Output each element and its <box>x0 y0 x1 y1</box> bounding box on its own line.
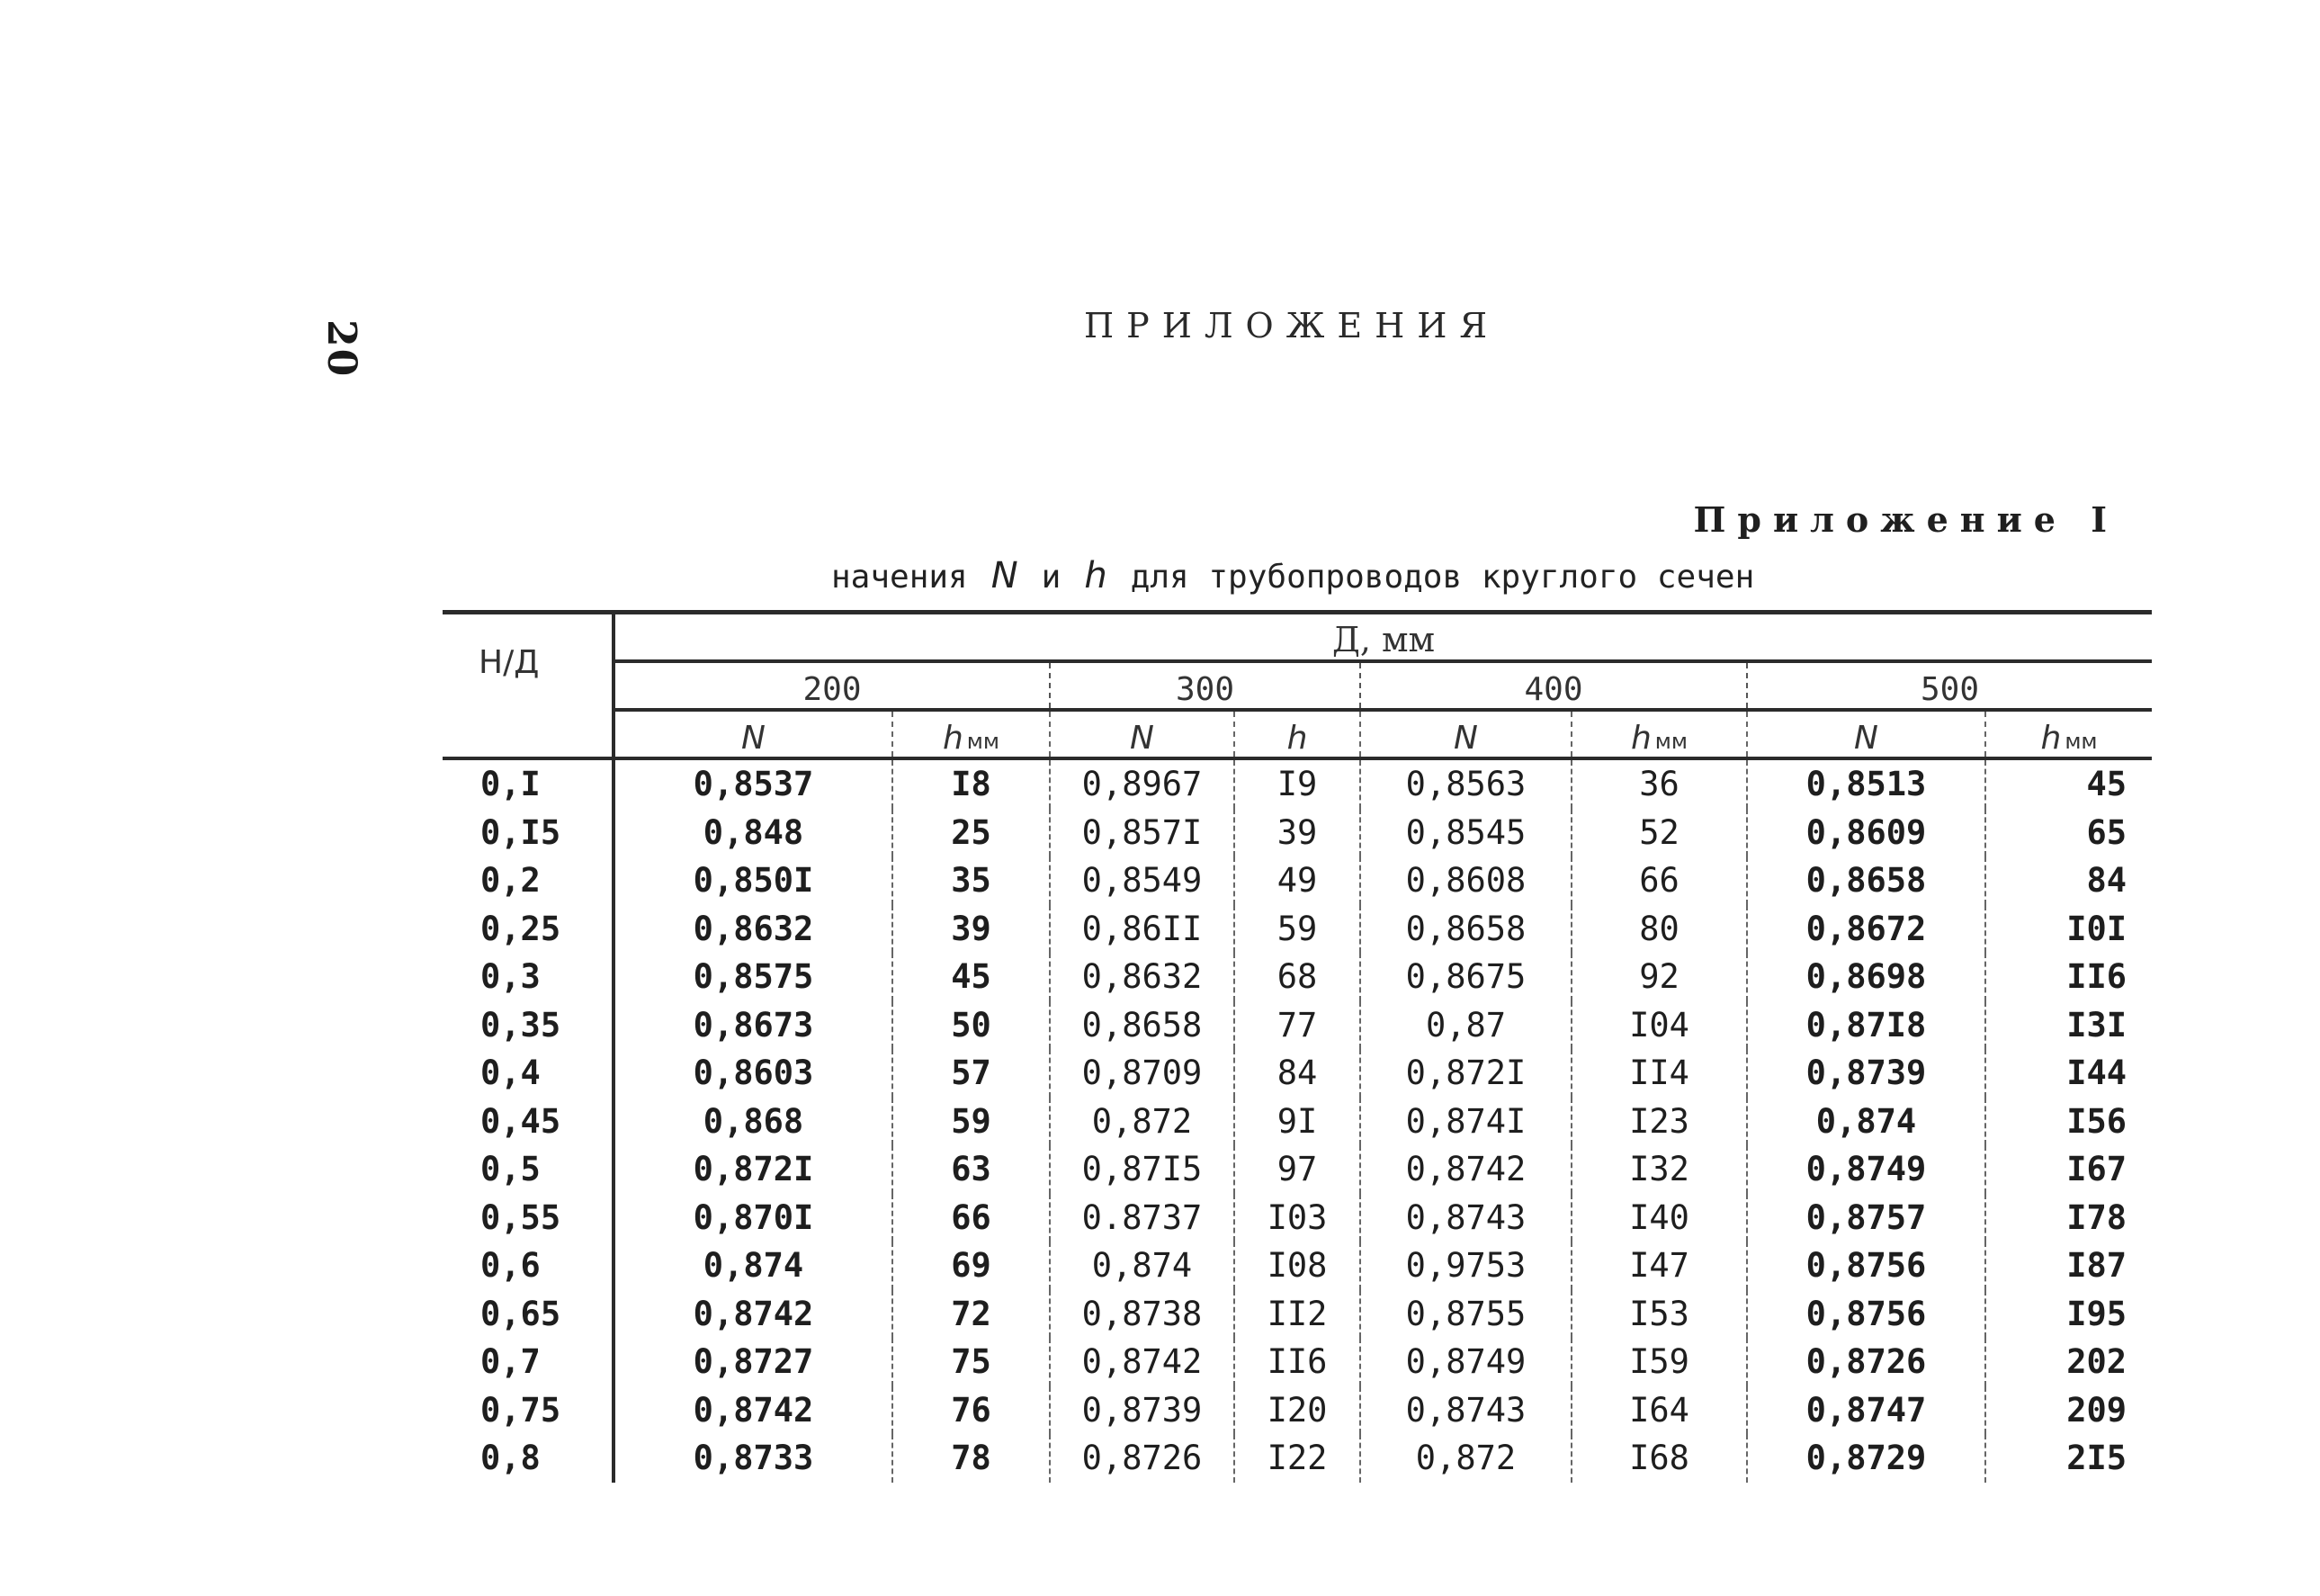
h-400-cell: 66 <box>1572 856 1747 905</box>
ratio-cell: 0,5 <box>443 1145 614 1194</box>
h-300-cell: 9I <box>1234 1098 1360 1146</box>
table-row <box>443 1434 2152 1483</box>
h-200-cell: I8 <box>892 758 1050 809</box>
h-300-cell: I20 <box>1234 1386 1360 1435</box>
h-300-cell: I22 <box>1234 1434 1360 1483</box>
h-400-cell: I68 <box>1572 1434 1747 1483</box>
n-300-subheader: N <box>1050 710 1234 758</box>
table-row <box>443 1386 2152 1435</box>
diameter-header: Д, мм <box>614 613 2152 662</box>
h-200-cell: 39 <box>892 905 1050 954</box>
diameter-300-header: 300 <box>1050 661 1360 710</box>
h-200-cell: 75 <box>892 1338 1050 1386</box>
h-500-cell: I67 <box>1985 1145 2152 1194</box>
diameter-200-header: 200 <box>614 661 1050 710</box>
n-200-cell: 0,8727 <box>693 1342 814 1382</box>
n-300-cell: 0,8709 <box>1050 1049 1234 1098</box>
h-500-unit: мм <box>2065 729 2098 754</box>
n-400-subheader: N <box>1360 710 1572 758</box>
n-400-cell: 0,8743 <box>1360 1194 1572 1242</box>
h-400-cell: I23 <box>1572 1098 1747 1146</box>
n-300-cell: 0,86II <box>1050 905 1234 954</box>
h-200-unit: мм <box>966 729 1000 754</box>
n-300-cell: 0,857I <box>1050 809 1234 857</box>
h-400-cell: I32 <box>1572 1145 1747 1194</box>
table-row <box>443 1145 2152 1194</box>
n-200-cell: 0,8673 <box>693 1005 814 1045</box>
n-200-cell: 0,874 <box>703 1246 804 1286</box>
n-500-cell: 0,8756 <box>1747 1242 1985 1290</box>
ratio-cell: 0,25 <box>443 905 614 954</box>
h-300-cell: 77 <box>1234 1001 1360 1050</box>
n-200-cell: 0,8575 <box>693 957 814 997</box>
h-200-cell: 57 <box>892 1049 1050 1098</box>
caption-symbol-h: h <box>1084 555 1107 596</box>
h-500-cell: I3I <box>1985 1001 2152 1050</box>
n-500-cell: 0,8756 <box>1747 1290 1985 1339</box>
ratio-cell: 0,65 <box>443 1290 614 1339</box>
ratio-cell: 0,I5 <box>443 809 614 857</box>
n-200-cell: 0,8733 <box>693 1439 814 1478</box>
n-200-cell: 0,8742 <box>693 1390 814 1430</box>
n-400-cell: 0,8608 <box>1360 856 1572 905</box>
n-300-cell: 0,8739 <box>1050 1386 1234 1435</box>
caption-conjunction: и <box>1041 559 1061 596</box>
n-200-cell: 0,8537 <box>693 765 814 804</box>
n-400-cell: 0,8675 <box>1360 953 1572 1001</box>
table-row <box>443 809 2152 857</box>
n-400-cell: 0,87 <box>1360 1001 1572 1050</box>
h-500-cell: II6 <box>1985 953 2152 1001</box>
h-400-subheader <box>1572 710 1747 758</box>
h-200-cell: 63 <box>892 1145 1050 1194</box>
table-caption <box>831 555 1754 596</box>
n-400-cell: 0,8563 <box>1360 758 1572 809</box>
n-300-cell: 0,8967 <box>1050 758 1234 809</box>
h-400-cell: II4 <box>1572 1049 1747 1098</box>
ratio-cell: 0,55 <box>443 1194 614 1242</box>
table-row <box>443 1049 2152 1098</box>
table-row <box>443 1001 2152 1050</box>
n-500-cell: 0,8726 <box>1747 1338 1985 1386</box>
h-400-cell: 92 <box>1572 953 1747 1001</box>
n-300-cell: 0,8632 <box>1050 953 1234 1001</box>
h-500-cell: 65 <box>1985 809 2152 857</box>
h-500-cell: I0I <box>1985 905 2152 954</box>
h-200-subheader <box>892 710 1050 758</box>
n-500-cell: 0,8749 <box>1747 1145 1985 1194</box>
n-400-cell: 0,872I <box>1360 1049 1572 1098</box>
n-400-cell: 0,9753 <box>1360 1242 1572 1290</box>
table-row <box>443 1338 2152 1386</box>
h-400-cell: 80 <box>1572 905 1747 954</box>
caption-suffix: для трубопроводов круглого сечен <box>1130 559 1755 596</box>
table-row <box>443 953 2152 1001</box>
n-400-cell: 0,8742 <box>1360 1145 1572 1194</box>
n-400-cell: 0,8545 <box>1360 809 1572 857</box>
n-400-cell: 0,8658 <box>1360 905 1572 954</box>
h-500-cell: 2I5 <box>1985 1434 2152 1483</box>
h-200-cell: 72 <box>892 1290 1050 1339</box>
h-300-cell: 84 <box>1234 1049 1360 1098</box>
ratio-cell: 0,35 <box>443 1001 614 1050</box>
n-500-cell: 0,8609 <box>1747 809 1985 857</box>
h-500-cell: 202 <box>1985 1338 2152 1386</box>
h-300-cell: I03 <box>1234 1194 1360 1242</box>
n-400-cell: 0,8743 <box>1360 1386 1572 1435</box>
h-500-cell: 45 <box>1985 758 2152 809</box>
caption-prefix: начения <box>831 559 968 596</box>
values-table <box>443 610 2152 1483</box>
h-300-cell: II6 <box>1234 1338 1360 1386</box>
n-200-cell: 0,8742 <box>693 1294 814 1333</box>
h-200-cell: 76 <box>892 1386 1050 1435</box>
diameter-400-header: 400 <box>1360 661 1747 710</box>
table-row <box>443 1290 2152 1339</box>
n-200-cell: 0,8632 <box>693 909 814 948</box>
h-200-cell: 78 <box>892 1434 1050 1483</box>
table-row <box>443 1098 2152 1146</box>
n-400-cell: 0,872 <box>1360 1434 1572 1483</box>
ratio-cell: 0,4 <box>443 1049 614 1098</box>
h-500-cell: I87 <box>1985 1242 2152 1290</box>
h-500-cell: 84 <box>1985 856 2152 905</box>
h-400-cell: I53 <box>1572 1290 1747 1339</box>
n-200-cell: 0,8603 <box>693 1054 814 1093</box>
h-300-cell: 68 <box>1234 953 1360 1001</box>
h-500-cell: I95 <box>1985 1290 2152 1339</box>
n-500-subheader: N <box>1747 710 1985 758</box>
h-200-cell: 69 <box>892 1242 1050 1290</box>
appendix-label: Приложение I <box>1693 499 2118 540</box>
ratio-cell: 0,7 <box>443 1338 614 1386</box>
n-200-cell: 0,872I <box>693 1150 814 1189</box>
h-500-symbol: h <box>2040 720 2062 757</box>
n-300-cell: 0,8726 <box>1050 1434 1234 1483</box>
n-400-cell: 0,874I <box>1360 1098 1572 1146</box>
h-300-cell: 49 <box>1234 856 1360 905</box>
h-400-cell: I59 <box>1572 1338 1747 1386</box>
table-body <box>443 758 2152 1483</box>
h-400-cell: I40 <box>1572 1194 1747 1242</box>
h-500-subheader <box>1985 710 2152 758</box>
n-500-cell: 0,8672 <box>1747 905 1985 954</box>
ratio-cell: 0,8 <box>443 1434 614 1483</box>
n-300-cell: 0,874 <box>1050 1242 1234 1290</box>
h-400-cell: I64 <box>1572 1386 1747 1435</box>
h-200-cell: 50 <box>892 1001 1050 1050</box>
table-row <box>443 905 2152 954</box>
n-500-cell: 0,8747 <box>1747 1386 1985 1435</box>
h-500-cell: 209 <box>1985 1386 2152 1435</box>
n-200-cell: 0,850I <box>693 861 814 901</box>
h-400-symbol: h <box>1630 720 1652 757</box>
h-300-cell: 59 <box>1234 905 1360 954</box>
n-500-cell: 0,8658 <box>1747 856 1985 905</box>
table-row <box>443 1194 2152 1242</box>
n-500-cell: 0,8513 <box>1747 758 1985 809</box>
n-400-cell: 0,8755 <box>1360 1290 1572 1339</box>
n-300-cell: 0,8738 <box>1050 1290 1234 1339</box>
table-row <box>443 1242 2152 1290</box>
n-500-cell: 0,8757 <box>1747 1194 1985 1242</box>
ratio-subheader-spacer <box>443 710 614 758</box>
table-row <box>443 758 2152 809</box>
h-400-cell: I04 <box>1572 1001 1747 1050</box>
caption-symbol-n: N <box>990 555 1018 596</box>
h-300-cell: 97 <box>1234 1145 1360 1194</box>
h-200-cell: 35 <box>892 856 1050 905</box>
n-200-cell: 0,870I <box>693 1197 814 1237</box>
h-200-cell: 66 <box>892 1194 1050 1242</box>
n-200-subheader: N <box>614 710 892 758</box>
n-300-cell: 0,8549 <box>1050 856 1234 905</box>
h-200-symbol: h <box>942 720 963 757</box>
h-400-unit: мм <box>1654 729 1688 754</box>
n-300-cell: 0,872 <box>1050 1098 1234 1146</box>
ratio-cell: 0,3 <box>443 953 614 1001</box>
h-300-cell: II2 <box>1234 1290 1360 1339</box>
n-400-cell: 0,8749 <box>1360 1338 1572 1386</box>
ratio-cell: 0,I <box>443 758 614 809</box>
n-300-cell: 0,8742 <box>1050 1338 1234 1386</box>
h-300-subheader: h <box>1234 710 1360 758</box>
h-300-cell: 39 <box>1234 809 1360 857</box>
diameter-500-header: 500 <box>1747 661 2152 710</box>
h-200-cell: 45 <box>892 953 1050 1001</box>
n-500-cell: 0,874 <box>1747 1098 1985 1146</box>
n-500-cell: 0,8729 <box>1747 1434 1985 1483</box>
n-200-cell: 0,848 <box>703 812 804 852</box>
ratio-cell: 0,75 <box>443 1386 614 1435</box>
h-400-cell: 36 <box>1572 758 1747 809</box>
h-500-cell: I56 <box>1985 1098 2152 1146</box>
page-number: 20 <box>318 319 364 379</box>
ratio-cell: 0,45 <box>443 1098 614 1146</box>
h-300-cell: I08 <box>1234 1242 1360 1290</box>
n-500-cell: 0,8739 <box>1747 1049 1985 1098</box>
n-200-cell: 0,868 <box>703 1101 804 1141</box>
ratio-column-header: Н/Д <box>443 613 614 711</box>
ratio-cell: 0,2 <box>443 856 614 905</box>
n-500-cell: 0,87I8 <box>1747 1001 1985 1050</box>
section-title: ПРИЛОЖЕНИЯ <box>1084 306 1500 345</box>
n-300-cell: 0,8658 <box>1050 1001 1234 1050</box>
n-500-cell: 0,8698 <box>1747 953 1985 1001</box>
h-500-cell: I44 <box>1985 1049 2152 1098</box>
h-200-cell: 25 <box>892 809 1050 857</box>
h-300-cell: I9 <box>1234 758 1360 809</box>
table-row <box>443 856 2152 905</box>
n-300-cell: 0.8737 <box>1050 1194 1234 1242</box>
n-300-cell: 0,87I5 <box>1050 1145 1234 1194</box>
ratio-cell: 0,6 <box>443 1242 614 1290</box>
h-400-cell: 52 <box>1572 809 1747 857</box>
h-200-cell: 59 <box>892 1098 1050 1146</box>
h-500-cell: I78 <box>1985 1194 2152 1242</box>
h-400-cell: I47 <box>1572 1242 1747 1290</box>
